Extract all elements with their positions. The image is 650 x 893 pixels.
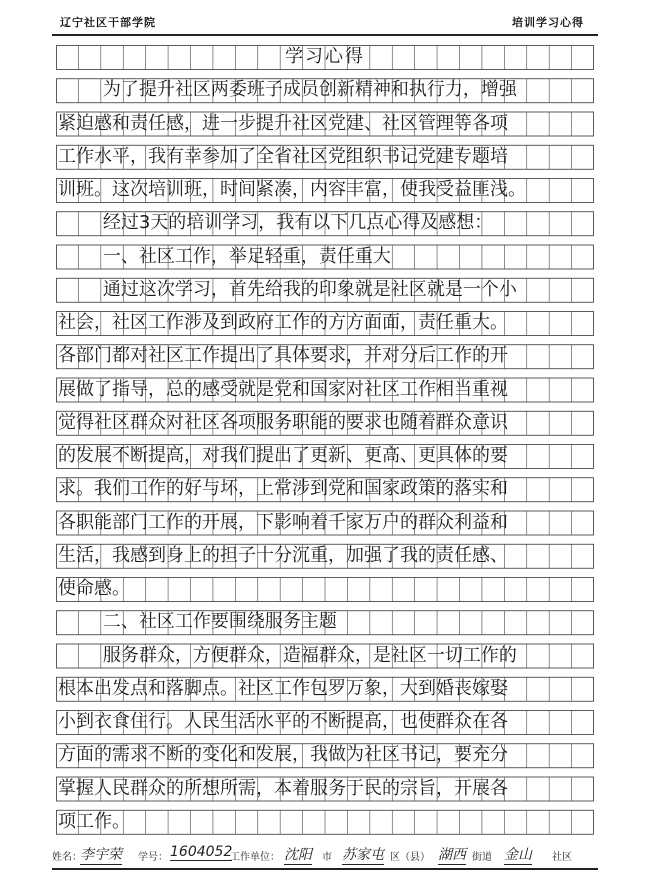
student-id-label: 学号： (138, 852, 168, 863)
essay-line: 方面的需求不断的变化和发展，我做为社区书记，要充分 (58, 744, 508, 766)
essay-line: 的发展不断提高，对我们提出了更新、更高、更具体的要 (58, 445, 508, 466)
street-label: 街道 (472, 852, 492, 863)
essay-line: 掌握人民群众的所想所需，本着服务于民的宗旨，开展各 (58, 777, 508, 799)
work-unit-label: 工作单位： (230, 852, 280, 863)
essay-line: 紧迫感和责任感，进一步提升社区党建、社区管理等各项 (58, 112, 508, 134)
street-value: 湖西 (438, 844, 466, 865)
essay-line: 小到衣食住行。人民生活水平的不断提高，也使群众在各 (58, 711, 508, 732)
school-name: 辽宁社区干部学院 (60, 16, 156, 29)
essay-line: 各职能部门工作的开展，下影响着千家万户的群众利益和 (58, 511, 508, 533)
district-value: 苏家屯 (342, 844, 384, 865)
community-label: 社区 (552, 852, 572, 863)
essay-line: 为了提升社区两委班子成员创新精神和执行力，增强 (102, 79, 517, 101)
name-value: 李宇荣 (80, 844, 122, 865)
header-divider (52, 34, 598, 36)
footer-info (52, 844, 602, 866)
essay-line: 生活，我感到身上的担子十分沉重，加强了我的责任感、 (58, 544, 508, 566)
essay-title: 学习心得 (285, 46, 365, 67)
essay-line: 经过3天的培训学习，我有以下几点心得及感想： (102, 212, 493, 234)
essay-line: 服务群众，方便群众，造福群众，是社区一切工作的 (102, 644, 517, 666)
community-value: 金山 (504, 844, 532, 865)
essay-line: 二、社区工作要围绕服务主题 (102, 611, 337, 633)
essay-line: 通过这次学习，首先给我的印象就是社区就是一个小 (102, 278, 517, 300)
essay-line: 根本出发点和落脚点。社区工作包罗万象，大到婚丧嫁娶 (58, 677, 508, 699)
name-label: 姓名： (52, 852, 82, 863)
student-id-value: 1604052 (170, 844, 233, 860)
essay-line: 觉得社区群众对社区各项服务职能的要求也随着群众意识 (58, 411, 508, 433)
district-label: 区（县） (390, 852, 430, 863)
essay-line: 求。我们工作的好与坏，上常涉到党和国家政策的落实和 (58, 478, 508, 500)
essay-line: 项工作。 (58, 810, 130, 832)
essay-line: 训班。这次培训班，时间紧凑，内容丰富，使我受益匪浅。 (58, 179, 526, 200)
essay-line: 一、社区工作，举足轻重，责任重大 (102, 245, 391, 267)
manuscript-grid (56, 45, 594, 843)
essay-line: 使命感。 (58, 578, 130, 599)
essay-line: 展做了指导，总的感受就是党和国家对社区工作相当重视 (58, 378, 508, 400)
city-label: 市 (322, 852, 332, 863)
city-value: 沈阳 (284, 844, 312, 865)
footer-divider (52, 868, 598, 870)
form-title: 培训学习心得 (512, 16, 584, 29)
essay-line: 各部门都对社区工作提出了具体要求，并对分后工作的开 (58, 345, 508, 367)
essay-line: 工作水平，我有幸参加了全省社区党组织书记党建专题培 (58, 145, 508, 167)
essay-line: 社会，社区工作涉及到政府工作的方方面面，责任重大。 (58, 312, 508, 333)
